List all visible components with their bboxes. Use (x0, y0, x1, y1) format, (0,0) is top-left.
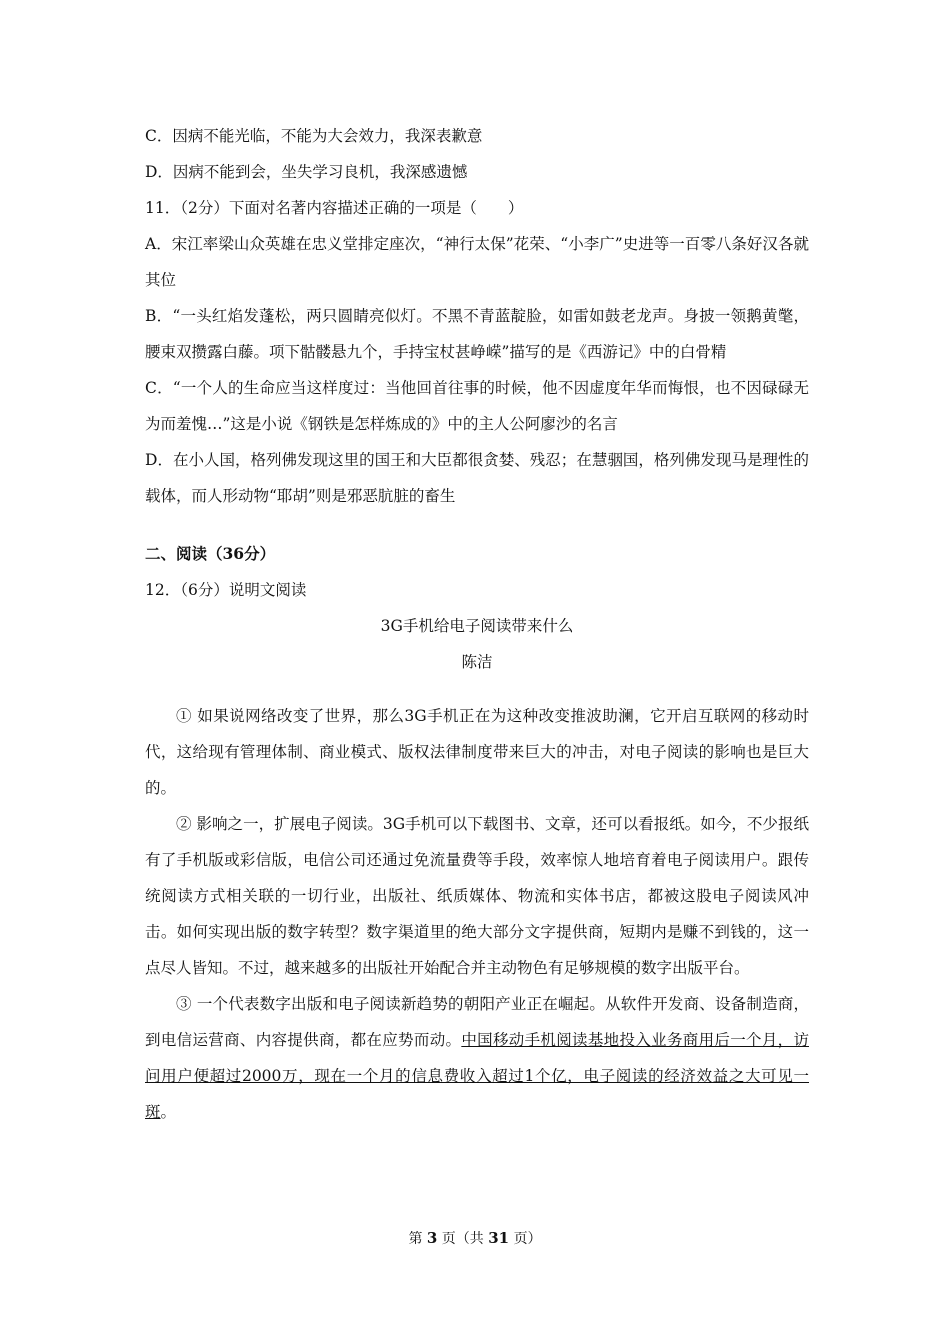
q11-option-a: A．宋江率梁山众英雄在忠义堂排定座次，“神行太保”花荣、“小李广”史进等一百零八条好汉各就其位 (145, 235, 809, 289)
paragraph-3-end: 。 (160, 1103, 177, 1121)
q10-option-d: D．因病不能到会，坐失学习良机，我深感遗憾 (145, 163, 468, 181)
q11-option-d: D．在小人国，格列佛发现这里的国王和大臣都很贪婪、残忍；在慧骃国，格列佛发现马是理性的载体，而人形动物“耶胡”则是邪恶肮脏的畜生 (145, 451, 809, 505)
section-heading-reading: 二、阅读（36分） (145, 544, 276, 563)
paragraph-3 (145, 986, 809, 1130)
spacer (145, 680, 809, 698)
q10-option-c: C．因病不能光临，不能为大会效力，我深表歉意 (145, 127, 483, 145)
footer-total-pages: 31 (488, 1229, 510, 1247)
paragraph-3-plain: ③ 一个代表数字出版和电子阅读新趋势的朝阳产业正在崛起。从软件开发商、设备制造商，到电信运营商、内容提供商，都在应势而动。 (145, 995, 809, 1049)
paragraph-3-underlined: 中国移动手机阅读基地投入业务商用后一个月，访问用户便超过2000万，现在一个月的信息费收入超过1个亿，电子阅读的经济效益之大可见一斑 (145, 1031, 809, 1121)
q11-option-b: B．“一头红焰发蓬松，两只圆睛亮似灯。不黑不青蓝靛脸，如雷如鼓老龙声。身披一领鹅黄氅，腰束双攒露白藤。项下骷髅悬九个，手持宝杖甚峥嵘”描写的是《西游记》中的白骨精 (145, 307, 809, 361)
q11-option-c: C．“一个人的生命应当这样度过：当他回首往事的时候，他不因虚度年华而悔恨，也不因碌碌无为而羞愧…”这是小说《钢铁是怎样炼成的》中的主人公阿廖沙的名言 (145, 379, 809, 433)
q12-stem: 12．（6分）说明文阅读 (145, 581, 307, 599)
footer-prefix: 第 (408, 1231, 423, 1247)
page-footer (0, 1226, 950, 1251)
footer-middle: 页（共 (441, 1231, 484, 1247)
document-body (145, 118, 809, 1130)
paragraph-1: ① 如果说网络改变了世界，那么3G手机正在为这种改变推波助澜，它开启互联网的移动时代，这给现有管理体制、商业模式、版权法律制度带来巨大的冲击，对电子阅读的影响也是巨大的。 (145, 707, 809, 797)
footer-suffix: 页） (513, 1231, 542, 1247)
q11-stem: 11．（2分）下面对名著内容描述正确的一项是（ ） (145, 199, 524, 217)
footer-page-number: 3 (426, 1229, 438, 1247)
paragraph-2: ② 影响之一，扩展电子阅读。3G手机可以下载图书、文章，还可以看报纸。如今，不少报纸有了手机版或彩信版，电信公司还通过免流量费等手段，效率惊人地培育着电子阅读用户。跟传统阅读方式相关联的一切行业，出版社、纸质媒体、物流和实体书店，都被这股电子阅读风冲击。如何实现出版的数字转型？数字渠道里的绝大部分文字提供商，短期内是赚不到钱的，这一点尽人皆知。不过，越来越多的出版社开始配合并主动物色有足够规模的数字出版平台。 (145, 815, 809, 977)
article-author: 陈洁 (461, 653, 493, 671)
article-title: 3G手机给电子阅读带来什么 (380, 617, 574, 635)
